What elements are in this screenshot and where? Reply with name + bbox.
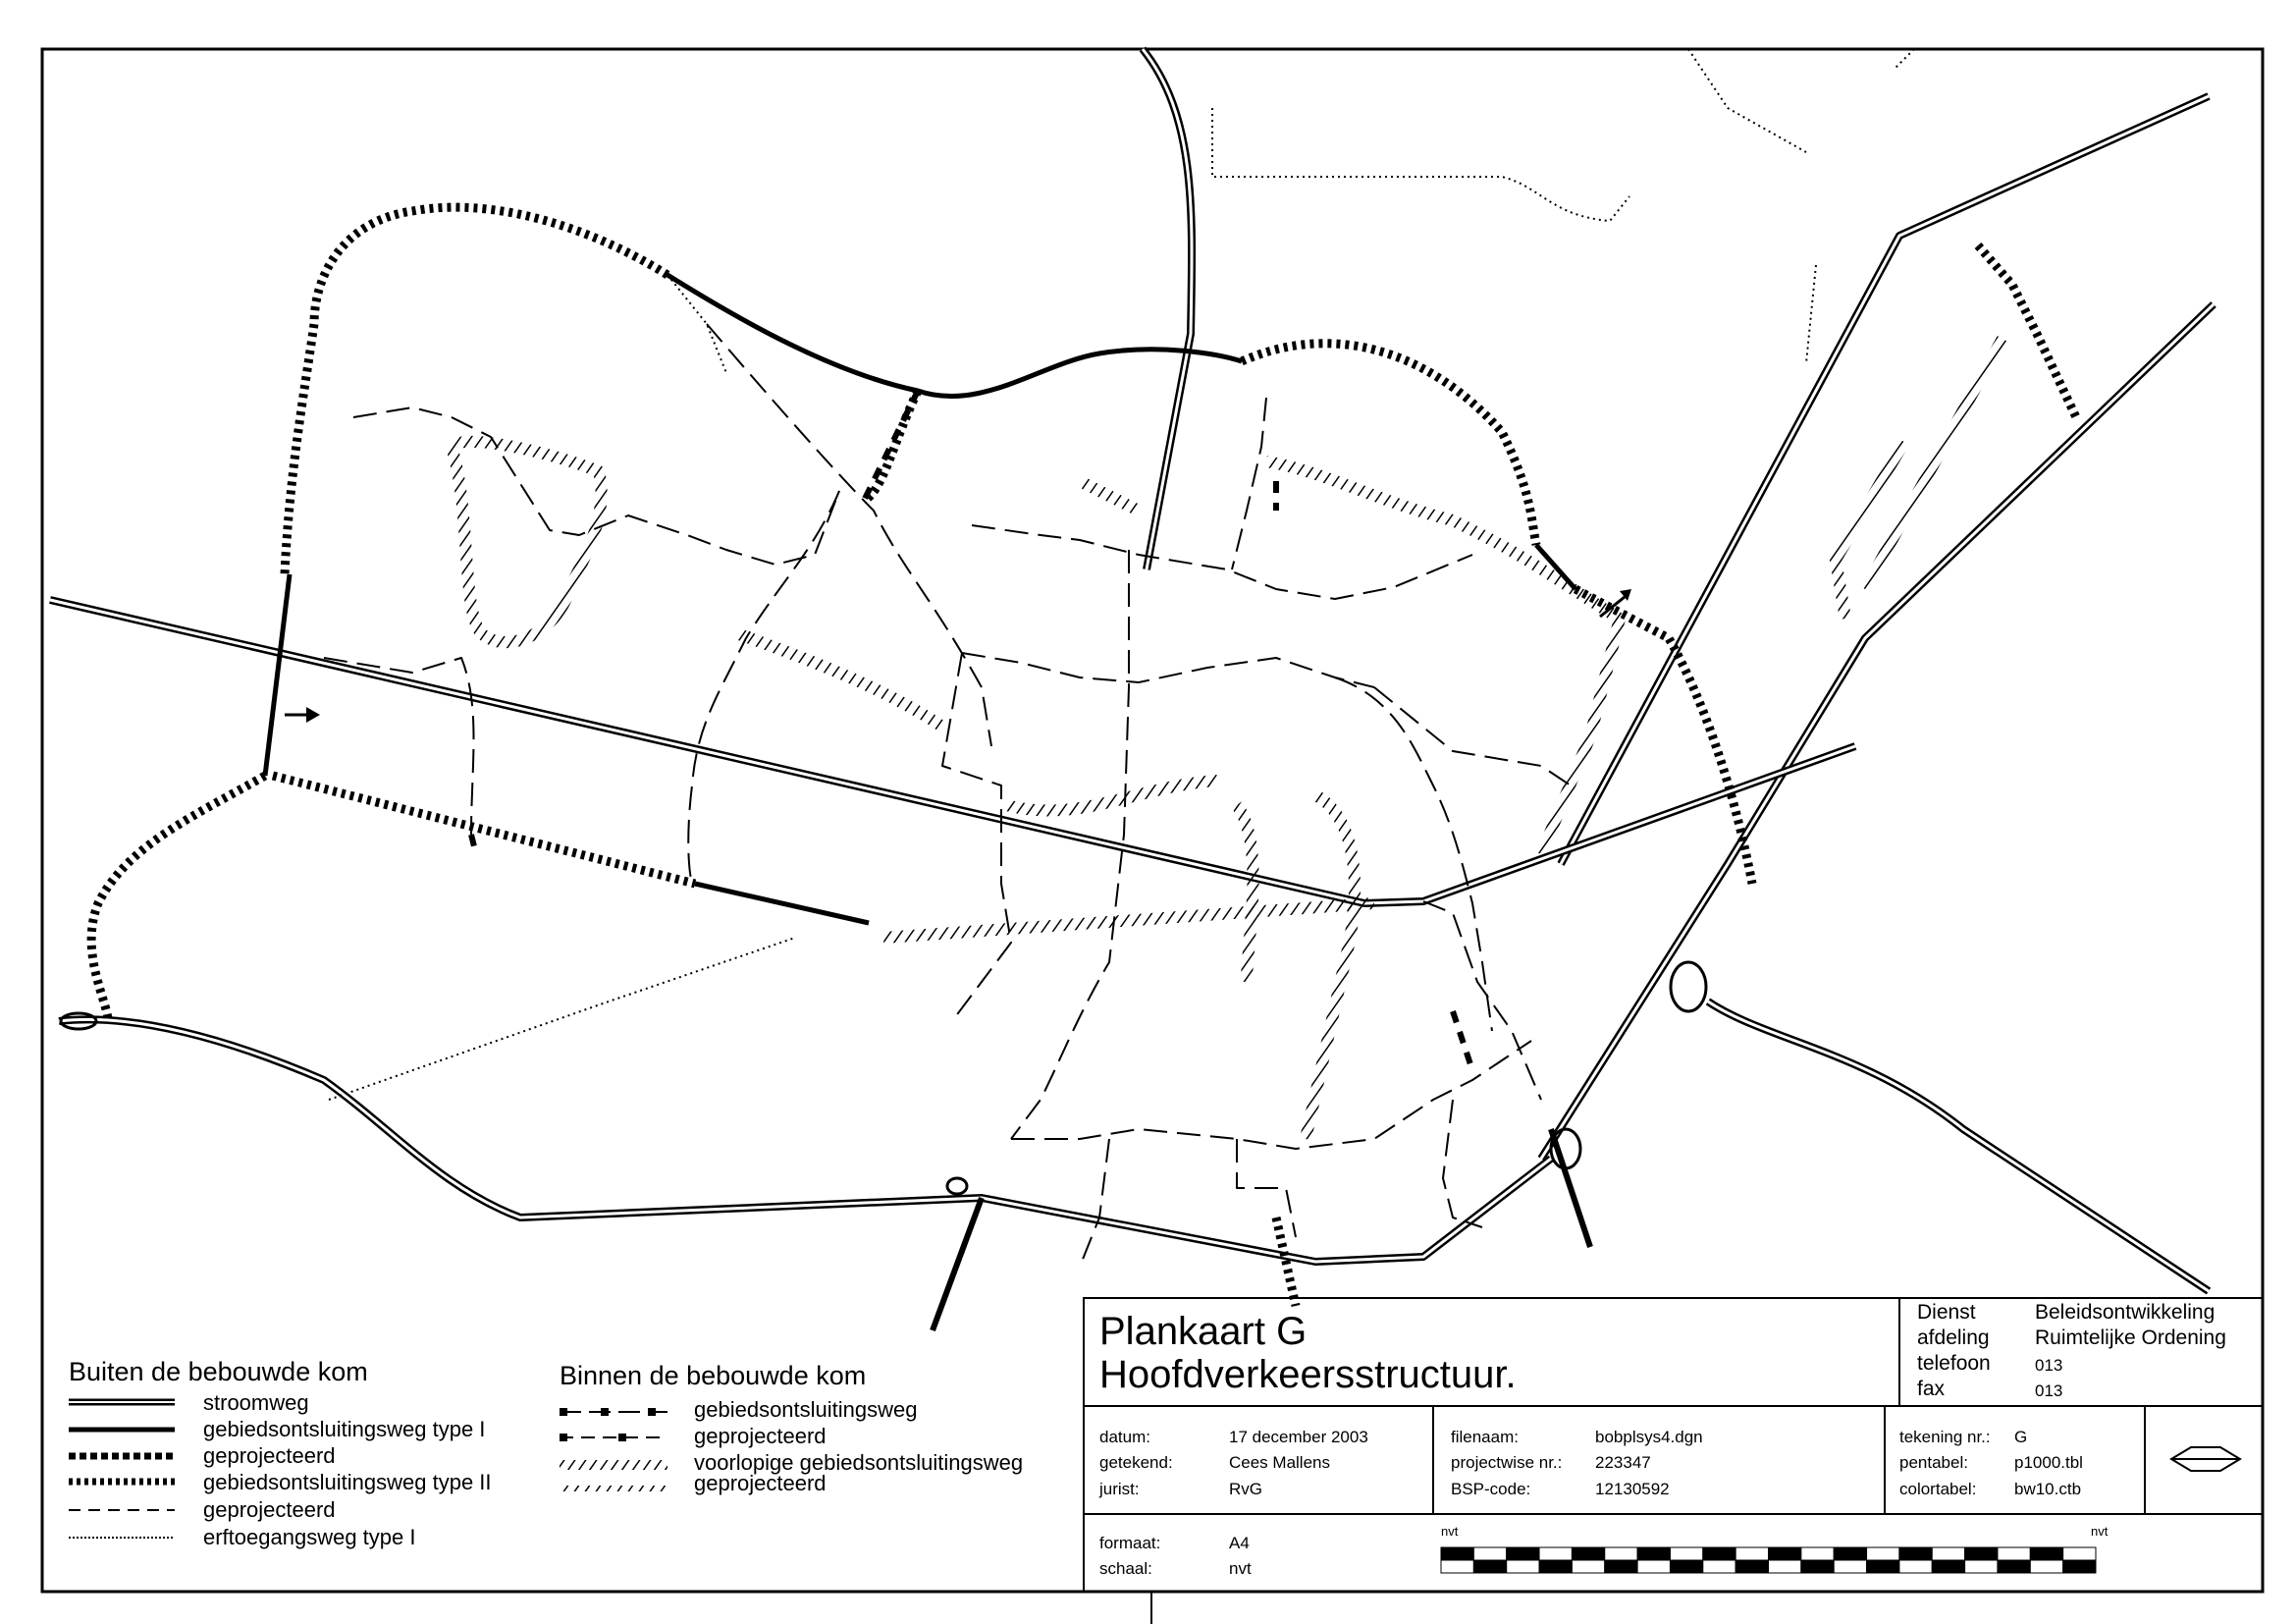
scale-bar-segment [1637, 1547, 1670, 1560]
legend-item-gebiedsontsluitingsweg-type-2: gebiedsontsluitingsweg type II [203, 1470, 492, 1494]
scale-bar-segment [2030, 1547, 2062, 1560]
afdeling-label: afdeling [1917, 1326, 1990, 1349]
datum-label: datum: [1099, 1428, 1150, 1446]
stroomweg-roads [50, 49, 2214, 1330]
scale-bar-segment [1605, 1560, 1637, 1573]
scale-bar [1441, 1547, 2096, 1573]
scale-bar-segment [1867, 1547, 1899, 1560]
scale-bar-segment [1834, 1547, 1866, 1560]
formaat-value: A4 [1229, 1534, 1250, 1552]
scale-bar-segment [1605, 1547, 1637, 1560]
scale-bar-segment [1834, 1560, 1866, 1573]
scale-bar-segment [1769, 1547, 1801, 1560]
legend-item-geprojecteerd-2: geprojecteerd [203, 1497, 336, 1522]
scale-bar-segment [1507, 1547, 1539, 1560]
legend-item-binnen-gebiedsontsluitingsweg: gebiedsontsluitingsweg [694, 1397, 918, 1422]
scale-bar-segment [1899, 1547, 1932, 1560]
scale-bar-segment [1539, 1547, 1572, 1560]
scale-bar-segment [1473, 1547, 1506, 1560]
scale-bar-right-label: nvt [2091, 1524, 2109, 1539]
legend-item-gebiedsontsluitingsweg-type-1: gebiedsontsluitingsweg type I [203, 1417, 486, 1441]
bsp-code-label: BSP-code: [1451, 1480, 1531, 1498]
scale-bar-left-label: nvt [1441, 1524, 1459, 1539]
legend-item-erftoegangsweg: erftoegangsweg type I [203, 1525, 416, 1549]
scale-bar-segment [1801, 1560, 1834, 1573]
schaal-value: nvt [1229, 1559, 1252, 1578]
legend-item-stroomweg: stroomweg [203, 1390, 309, 1415]
legend-item-geprojecteerd-1: geprojecteerd [203, 1443, 336, 1468]
scale-bar-segment [1899, 1560, 1932, 1573]
filenaam-label: filenaam: [1451, 1428, 1519, 1446]
pentabel-value: p1000.tbl [2014, 1453, 2083, 1472]
scale-bar-segment [1965, 1547, 1998, 1560]
scale-bar-segment [1441, 1547, 1473, 1560]
jurist-value: RvG [1229, 1480, 1262, 1498]
tekening-nr-label: tekening nr.: [1899, 1428, 1991, 1446]
scale-bar-segment [1932, 1547, 1964, 1560]
scale-bar-segment [1703, 1547, 1735, 1560]
formaat-label: formaat: [1099, 1534, 1161, 1552]
scale-bar-segment [1867, 1560, 1899, 1573]
legend-square-markers [560, 1408, 656, 1441]
projectwise-label: projectwise nr.: [1451, 1453, 1563, 1472]
gebiedsontsluitingsweg-type-2 [91, 207, 2076, 1306]
legend-outside-heading: Buiten de bebouwde kom [69, 1357, 368, 1386]
scale-bar-segment [2063, 1560, 2096, 1573]
scale-bar-segment [1932, 1560, 1964, 1573]
scale-bar-segment [1998, 1560, 2030, 1573]
scale-bar-segment [1572, 1560, 1604, 1573]
scale-bar-segment [1441, 1560, 1473, 1573]
scale-bar-segment [1801, 1547, 1834, 1560]
binnen-gebiedsontsluitingsweg [324, 324, 1571, 1267]
north-arrow-icon [2171, 1447, 2240, 1471]
legend-item-binnen-geprojecteerd-2: geprojecteerd [694, 1471, 827, 1495]
scale-bar-segment [1670, 1547, 1702, 1560]
pentabel-label: pentabel: [1899, 1453, 1968, 1472]
scale-bar-segment [1507, 1560, 1539, 1573]
telefoon-label: telefoon [1917, 1352, 1991, 1375]
scale-bar-segment [1670, 1560, 1702, 1573]
scale-bar-segment [1735, 1547, 1768, 1560]
colortabel-label: colortabel: [1899, 1480, 1977, 1498]
scale-bar-segment [1637, 1560, 1670, 1573]
plan-subtitle: Hoofdverkeersstructuur. [1099, 1353, 1517, 1396]
legend-item-binnen-geprojecteerd-1: geprojecteerd [694, 1424, 827, 1448]
scale-bar-segment [1769, 1560, 1801, 1573]
bsp-code-value: 12130592 [1595, 1480, 1670, 1498]
scale-bar-segment [1539, 1560, 1572, 1573]
schaal-label: schaal: [1099, 1559, 1152, 1578]
scale-bar-segment [1473, 1560, 1506, 1573]
legend-inside-heading: Binnen de bebouwde kom [560, 1361, 867, 1390]
tekening-nr-value: G [2014, 1428, 2028, 1446]
fax-value: 013 [2035, 1381, 2063, 1400]
jurist-label: jurist: [1099, 1480, 1140, 1498]
plan-title: Plankaart G [1099, 1310, 1308, 1353]
scale-bar-segment [1572, 1547, 1604, 1560]
interchanges [61, 962, 1706, 1194]
scale-bar-segment [2063, 1547, 2096, 1560]
fax-label: fax [1917, 1378, 1946, 1400]
scale-bar-segment [1703, 1560, 1735, 1573]
getekend-label: getekend: [1099, 1453, 1173, 1472]
dienst-label: Dienst [1917, 1301, 1976, 1324]
voorlopige-gebiedsontsluitingsweg [452, 339, 2002, 1139]
telefoon-value: 013 [2035, 1356, 2063, 1375]
datum-value: 17 december 2003 [1229, 1428, 1368, 1446]
getekend-value: Cees Mallens [1229, 1453, 1330, 1472]
scale-bar-segment [1998, 1547, 2030, 1560]
legend-item-voorlopige: voorlopige gebiedsontsluitingsweg [694, 1450, 1024, 1475]
arrow-east-icon [306, 707, 320, 723]
afdeling-value: Ruimtelijke Ordening [2035, 1326, 2226, 1349]
scale-bar-segment [1965, 1560, 1998, 1573]
scale-bar-segment [2030, 1560, 2062, 1573]
scale-bar-segment [1735, 1560, 1768, 1573]
dienst-value: Beleidsontwikkeling [2035, 1301, 2216, 1324]
filenaam-value: bobplsys4.dgn [1595, 1428, 1703, 1446]
colortabel-value: bw10.ctb [2014, 1480, 2082, 1498]
projectwise-value: 223347 [1595, 1453, 1651, 1472]
